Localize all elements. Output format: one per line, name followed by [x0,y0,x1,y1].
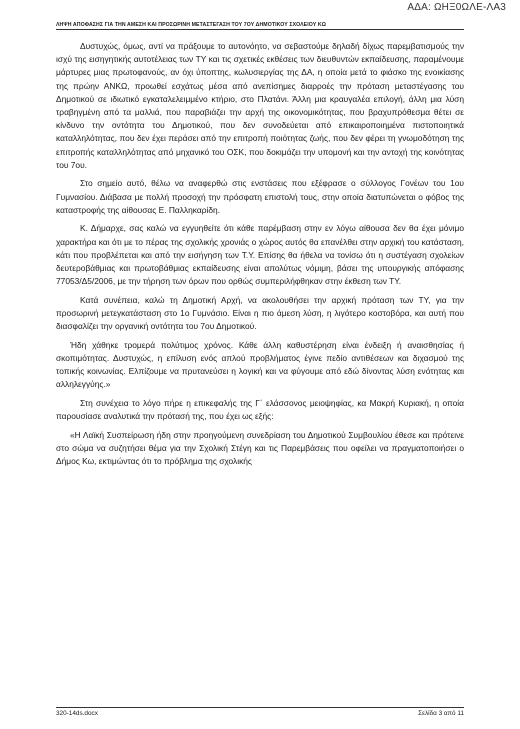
file-name: 320-14ds.docx [56,710,98,717]
paragraph: Στη συνέχεια το λόγο πήρε η επικεφαλής της Γ΄ ελάσσονος μειοψηφίας, κα Μακρή Κυριακή, η οποία παρουσίασε αναλυτικά την πρότασή της, που έχει ως εξής: [56,398,464,422]
ada-code: ΑΔΑ: ΩΗΞ0ΩΛΕ-ΛΑ3 [407,2,506,13]
document-header: ΛΗΨΗ ΑΠΟΦΑΣΗΣ ΓΙΑ ΤΗΝ ΑΜΕΣΗ ΚΑΙ ΠΡΟΣΩΡΙΝΗ ΜΕΤΑΣΤΕΓΑΣΗ ΤΟΥ 7ΟΥ ΔΗΜΟΤΙΚΟΥ ΣΧΟΛΕΙΟΥ ΚΩ [56,22,464,30]
paragraph: Κατά συνέπεια, καλώ τη Δημοτική Αρχή, να ακολουθήσει την αρχική πρόταση των ΤΥ, για την προσωρινή μετεγκατάσταση στο 1ο Γυμνάσιο. Είναι η πιο άμεση λύση, η λιγότερο κοστοβόρα, και αυτή που διασφαλίζει την οργανική οντότητα του 7ου Δημοτικού. [56,294,464,332]
page-footer [56,707,464,717]
paragraph: Στο σημείο αυτό, θέλω να αναφερθώ στις ενστάσεις που εξέφρασε ο σύλλογος Γονέων του 1ου Γυμνασίου. Διάβασα με πολλή προσοχή την πρόσφατη επιστολή τους, στην οποία διατυπώνεται ο φόβος της καταστροφής της αίθουσας Ε. Παλληκαρίδη. [56,178,464,215]
paragraph: Κ. Δήμαρχε, σας καλώ να εγγυηθείτε ότι κάθε παρέμβαση στην εν λόγω αίθουσα δεν θα έχει μόνιμο χαρακτήρα και ότι με το πέρας της σχολικής χρονιάς ο χώρος αυτός θα επανέλθει στην αρχική του κατάσταση, κάτι που προβλέπεται και από την εισήγηση των Τ.Υ. Επίσης θα ήθελα να τονίσω ότι η συστέγαση σχολείων δευτεροβάθμιας και πρωτοβάθμιας εκπαίδευσης είναι απολύτως νόμιμη, βάσει της υπουργικής απόφασης 77053/Δ5/2006, με την τήρηση των όρων που ορθώς συμπεριλήφθηκαν στην έκθεση των ΤΥ. [56,223,464,287]
page-number: Σελίδα 3 από 11 [418,710,464,717]
document-body [56,40,464,474]
paragraph: «Η Λαϊκή Συσπείρωση ήδη στην προηγούμενη συνεδρίαση του Δημοτικού Συμβουλίου έθεσε και πρότεινε στο σώμα να συζητήσει θέμα για την Σχολική Στέγη και τις Παρεμβάσεις που οφείλει να πραγματοποιήσει ο Δήμος Κω, εκτιμώντας ότι το πρόβλημα της σχολικής [56,429,464,467]
paragraph: Δυστυχώς, όμως, αντί να πράξουμε το αυτονόητο, να σεβαστούμε δηλαδή δίχως παρεμβατισμούς την ισχύ της εισηγητικής αυτοτέλειας των ΤΥ και τις σχετικές εκθέσεις των διευθυντών εκπαίδευσης, παραμένουμε μάρτυρες μιας πρωτοφανούς, αν όχι ύποπτης, κωλυσιεργίας της ΔΑ, η οποία μετά το φιάσκο της ενοικίασης της πρώην ΑΝΚΩ, προωθεί εσχάτως μέσα από ανεπίσημες διαρροές την πρόταση μεταστέγασης του Δημοτικού σε ιδιωτικό εγκαταλελειμμένο κτήριο, στο Πλατάνι. Άλλη μια κραυγαλέα επιλογή, άλλη μια λύση τραβηγμένη από τα μαλλιά, που παραβιάζει την αρχή της οικονομικότητας, που βραχυπρόθεσμα θέτει σε κίνδυνο την οντότητα του Δημοτικού, που δεν συνοδεύεται από επικαιροποιημένα πιστοποιητικά καταλληλότητας, που δεν έχει περάσει από την επιτροπή ποιότητας ζωής, που δεν φέρει τη γνωμοδότηση της επιτροπής καταλληλότητας από μηχανικό του ΟΣΚ, που δοκιμάζει την υπομονή και την αντοχή της κοινότητας του 7ου. [56,41,464,170]
paragraph: Ήδη χάθηκε τρομερά πολύτιμος χρόνος. Κάθε άλλη καθυστέρηση είναι ένδειξη ή αναισθησίας ή σκοπιμότητας. Δυστυχώς, η επίλυση ενός απλού προβλήματος έγινε πεδίο αντιθέσεων και διχασμού της τοπικής κοινωνίας. Ελπίζουμε να πρυτανεύσει η λογική και να φύγουμε από εδώ δίνοντας λύση ενότητας και αλληλεγγύης.» [56,339,464,390]
